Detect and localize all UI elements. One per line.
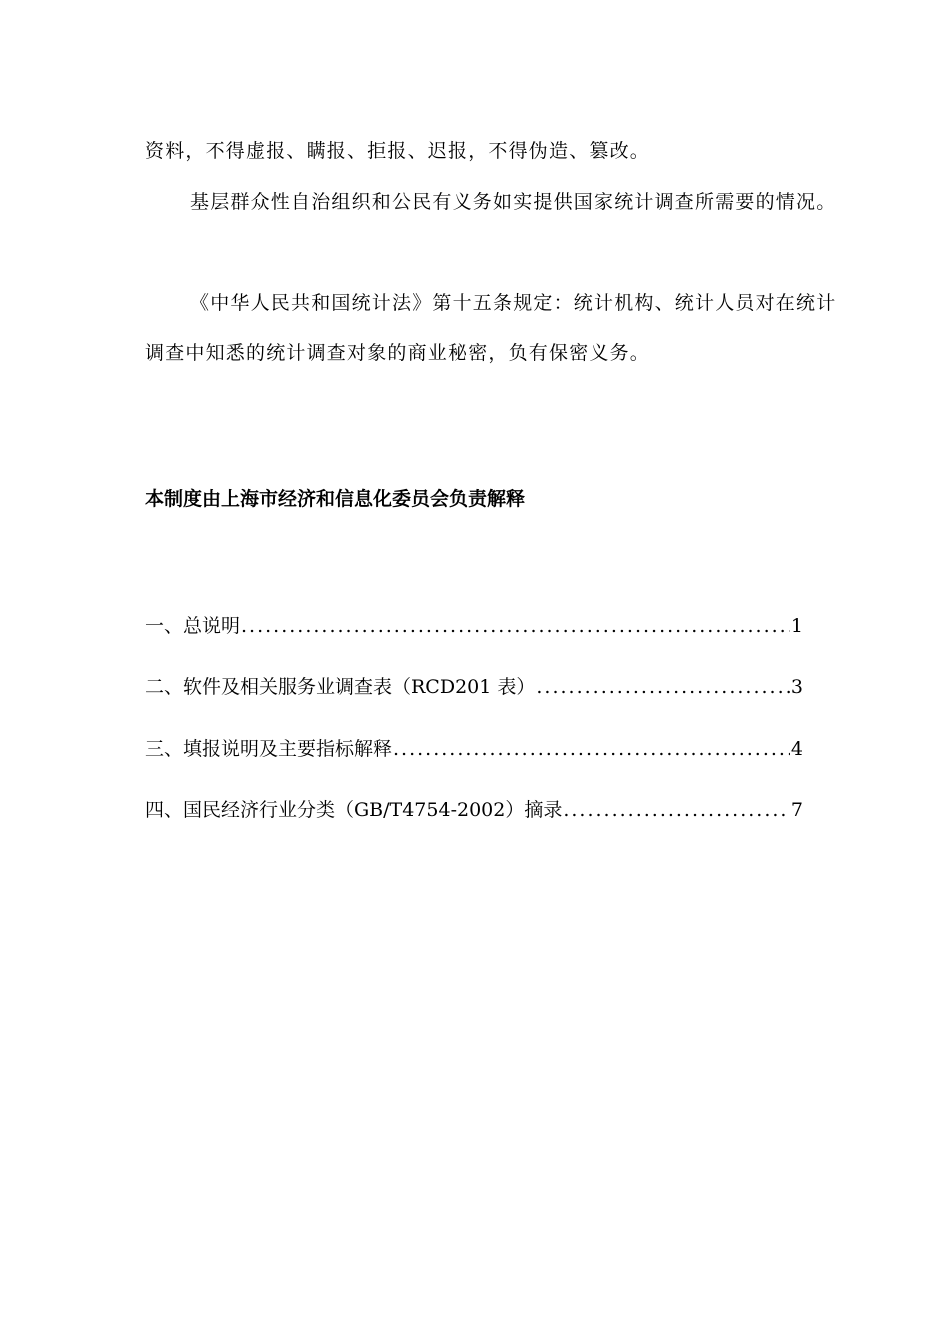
toc-entry-page: 7 — [790, 799, 803, 821]
body-text-line: 调查中知悉的统计调查对象的商业秘密，负有保密义务。 — [145, 342, 651, 364]
toc-entry-page: 3 — [790, 676, 803, 698]
toc-entry-label: 三、填报说明及主要指标解释 — [145, 738, 393, 760]
toc-leader-dots — [241, 613, 790, 639]
toc-entry-label: 四、国民经济行业分类（GB/T4754-2002）摘录 — [145, 799, 563, 821]
toc-entry-label: 一、总说明 — [145, 615, 241, 637]
toc-entry-page: 1 — [790, 615, 803, 637]
toc-leader-dots — [536, 674, 790, 700]
toc-leader-dots — [563, 797, 790, 823]
body-text-line: 基层群众性自治组织和公民有义务如实提供国家统计调查所需要的情况。 — [190, 191, 837, 213]
toc-entry[interactable] — [145, 613, 803, 639]
toc-entry-page: 4 — [790, 738, 803, 760]
toc-entry-label: 二、软件及相关服务业调查表（RCD201 表） — [145, 676, 536, 698]
body-text-line: 《中华人民共和国统计法》第十五条规定：统计机构、统计人员对在统计 — [190, 292, 837, 314]
toc-leader-dots — [393, 736, 790, 762]
toc-entry[interactable] — [145, 674, 803, 700]
interpretation-notice: 本制度由上海市经济和信息化委员会负责解释 — [145, 488, 526, 510]
toc-entry[interactable] — [145, 736, 803, 762]
toc-entry[interactable] — [145, 797, 803, 823]
body-text-line: 资料，不得虚报、瞒报、拒报、迟报，不得伪造、篡改。 — [145, 140, 651, 162]
